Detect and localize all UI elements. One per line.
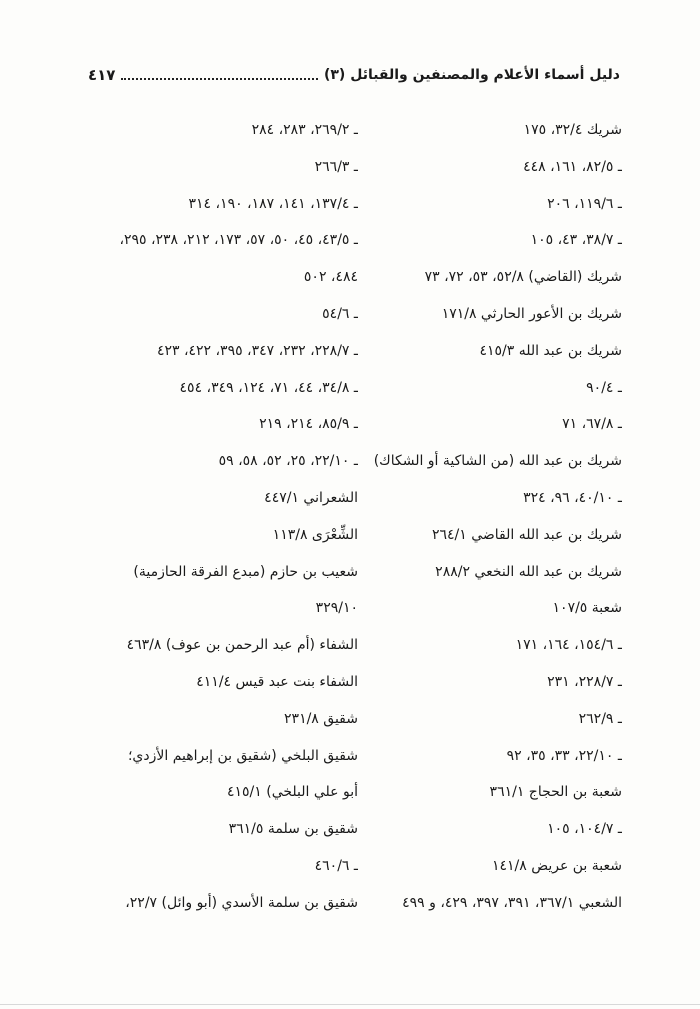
running-header xyxy=(88,62,620,88)
index-entry: ـ ١٠٤/٧، ١٠٥ xyxy=(547,821,622,838)
index-entry: ـ ٩٠/٤ xyxy=(586,379,622,396)
index-entry: شريك ٣٢/٤، ١٧٥ xyxy=(523,122,622,138)
index-column-left xyxy=(90,112,358,922)
header-dot-leader xyxy=(121,78,318,80)
index-entry: ـ ٢٦٩/٢، ٢٨٣، ٢٨٤ xyxy=(251,122,358,138)
index-entry: شعبة بن عريض ١٤١/٨ xyxy=(491,857,622,874)
index-entry: ـ ٣٤/٨، ٤٤، ٧١، ١٢٤، ٣٤٩، ٤٥٤ xyxy=(179,379,358,396)
index-entry: الشفاء (أم عبد الرحمن بن عوف) ٤٦٣/٨ xyxy=(126,637,358,654)
index-entry: ـ ٣٨/٧، ٤٣، ١٠٥ xyxy=(530,232,622,249)
index-entry: أبو علي البلخي) ٤١٥/١ xyxy=(226,784,358,801)
index-entry: شقيق بن سلمة الأسدي (أبو وائل) ٢٢/٧، xyxy=(125,894,358,911)
bottom-edge-rule xyxy=(0,1004,700,1005)
index-entry: شريك بن عبد الله ٤١٥/٣ xyxy=(479,342,622,359)
index-entry: ـ ٤٠/١٠، ٩٦، ٣٢٤ xyxy=(523,489,622,506)
index-entry: ـ ٢٢/١٠، ٢٥، ٥٢، ٥٨، ٥٩ xyxy=(218,453,358,470)
index-entry: شريك بن عبد الله النخعي ٢٨٨/٢ xyxy=(435,563,622,580)
index-entry: شعيب بن حازم (مبدع الفرقة الحازمية) xyxy=(133,563,358,580)
header-title: دليل أسماء الأعلام والمصنفين والقبائل (٣) xyxy=(323,67,620,83)
page-number: ٤١٧ xyxy=(88,66,116,84)
index-entry: ـ ٨٢/٥، ١٦١، ٤٤٨ xyxy=(523,158,622,175)
index-entry: ٣٢٩/١٠ xyxy=(315,600,358,617)
index-entry: شعبة بن الحجاج ٣٦١/١ xyxy=(489,784,622,801)
index-entry: شريك بن عبد الله (من الشاكية أو الشكاك) xyxy=(373,453,622,470)
index-entry: الشعراني ٤٤٧/١ xyxy=(264,489,358,506)
index-entry: ـ ٢٢٨/٧، ٢٣١ xyxy=(547,673,622,690)
index-entry: ـ ٢٢/١٠، ٣٣، ٣٥، ٩٢ xyxy=(506,747,622,764)
index-entry: ـ ٤٣/٥، ٤٥، ٥٠، ٥٧، ١٧٣، ٢١٢، ٢٣٨، ٢٩٥، xyxy=(119,232,358,249)
index-entry: شقيق ٢٣١/٨ xyxy=(284,710,358,727)
index-entry: ـ ٢٢٨/٧، ٢٣٢، ٣٤٧، ٣٩٥، ٤٢٢، ٤٢٣ xyxy=(156,342,358,359)
index-entry: شريك (القاضي) ٥٢/٨، ٥٣، ٧٢، ٧٣ xyxy=(424,269,622,286)
index-entry: ـ ٥٤/٦ xyxy=(322,305,358,322)
index-entry: الشِّعْرَى ١١٣/٨ xyxy=(272,526,358,543)
index-entry: ـ ٦٧/٨، ٧١ xyxy=(562,416,622,433)
index-entry: ـ ١٣٧/٤، ١٤١، ١٨٧، ١٩٠، ٣١٤ xyxy=(188,195,358,212)
index-entry: شقيق البلخي (شقيق بن إبراهيم الأزدي؛ xyxy=(127,747,358,764)
index-entry: شريك بن الأعور الحارثي ١٧١/٨ xyxy=(441,305,622,322)
index-entry: الشعبي ٣٦٧/١، ٣٩١، ٣٩٧، ٤٢٩، و ٤٩٩ xyxy=(402,894,622,911)
index-entry: ـ ١١٩/٦، ٢٠٦ xyxy=(547,195,622,212)
index-entry: ـ ٤٦٠/٦ xyxy=(314,857,358,874)
index-entry: الشفاء بنت عبد قيس ٤١١/٤ xyxy=(196,673,358,690)
index-entry: ـ ٨٥/٩، ٢١٤، ٢١٩ xyxy=(259,416,358,433)
index-column-right xyxy=(360,112,622,922)
index-entry: ـ ٢٦٢/٩ xyxy=(578,710,622,727)
index-entry: شعبة ١٠٧/٥ xyxy=(552,600,622,617)
index-entry: شريك بن عبد الله القاضي ٢٦٤/١ xyxy=(431,526,622,543)
index-entry: ـ ٢٦٦/٣ xyxy=(314,158,358,175)
index-entry: شقيق بن سلمة ٣٦١/٥ xyxy=(228,821,358,838)
index-entry: ٤٨٤، ٥٠٢ xyxy=(303,269,358,286)
index-entry: ـ ١٥٤/٦، ١٦٤، ١٧١ xyxy=(515,637,622,654)
